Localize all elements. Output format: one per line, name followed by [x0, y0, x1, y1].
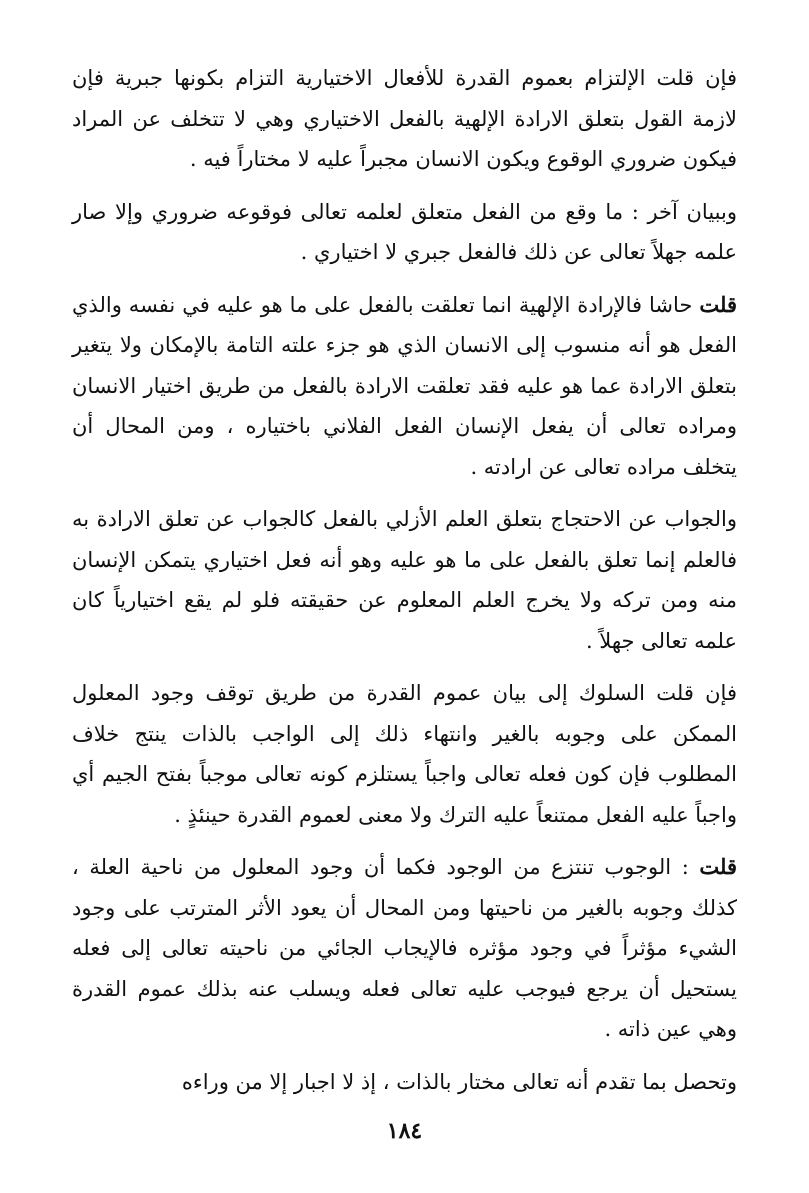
paragraph-text: حاشا فالإرادة الإلهية انما تعلقت بالفعل على ما هو عليه في نفسه والذي الفعل هو أنه منسوب إلى الانسان الذي هو جزء علته التامة بالإمكان ولا يتغير بتعلق الارادة عما هو عليه فقد تعلقت الارادة بالفعل من طريق اختيار الانسان ومراده تعالى أن يفعل الإنسان الفعل الفلاني باختياره ، ومن المحال أن يتخلف مراده تعالى عن ارادته . — [72, 292, 737, 479]
paragraph-5 — [72, 673, 737, 835]
paragraph-7 — [72, 1062, 737, 1103]
paragraph-lead: قلت — [699, 291, 737, 317]
paragraph-3 — [72, 285, 737, 488]
paragraph-lead: قلت — [699, 854, 737, 879]
paragraph-text: : الوجوب تنتزع من الوجود فكما أن وجود المعلول من ناحية العلة ، كذلك وجوبه بالغير من ناحيتها ومن المحال أن يعود الأثر المترتب على وجود الشيء مؤثراً في وجود مؤثره فالإيجاب الجائي من ناحيته تعالى إلى فعله يستحيل أن يرجع فيوجب عليه تعالى فعله ويسلب عنه بذلك عموم القدرة وهي عين ذاته . — [72, 855, 737, 1041]
paragraph-text: فإن قلت الإلتزام بعموم القدرة للأفعال الاختيارية التزام بكونها جبرية فإن لازمة القول بتعلق الارادة الإلهية بالفعل الاختياري وهي لا تتخلف عن المراد فيكون ضروري الوقوع ويكون الانسان مجبراً عليه لا مختاراً فيه . — [72, 66, 737, 171]
page-body — [72, 58, 737, 1114]
paragraph-2 — [72, 192, 737, 273]
paragraph-4 — [72, 499, 737, 661]
paragraph-text: وببيان آخر : ما وقع من الفعل متعلق لعلمه تعالى فوقوعه ضروري وإلا صار علمه جهلاً تعالى عن ذلك فالفعل جبري لا اختياري . — [72, 199, 737, 264]
page-number: ١٨٤ — [386, 1118, 423, 1144]
paragraph-6 — [72, 847, 737, 1050]
paragraph-text: فإن قلت السلوك إلى بيان عموم القدرة من طريق توقف وجود المعلول الممكن على وجوبه بالغير وانتهاء ذلك إلى الواجب بالذات ينتج خلاف المطلوب فإن كون فعله تعالى واجباً يستلزم كونه تعالى موجباً بفتح الجيم أي واجباً عليه الفعل ممتنعاً عليه الترك ولا معنى لعموم القدرة حينئذٍ . — [72, 681, 737, 827]
paragraph-text: وتحصل بما تقدم أنه تعالى مختار بالذات ، إذ لا اجبار إلا من وراءه — [181, 1069, 737, 1094]
paragraph-text: والجواب عن الاحتجاج بتعلق العلم الأزلي بالفعل كالجواب عن تعلق الارادة به فالعلم إنما تعلق بالفعل على ما هو عليه وهو أنه فعل اختياري يتمكن الإنسان منه ومن تركه ولا يخرج العلم المعلوم عن حقيقته فلو لم يقع اختيارياً كان علمه تعالى جهلاً . — [72, 507, 737, 653]
paragraph-1 — [72, 58, 737, 180]
